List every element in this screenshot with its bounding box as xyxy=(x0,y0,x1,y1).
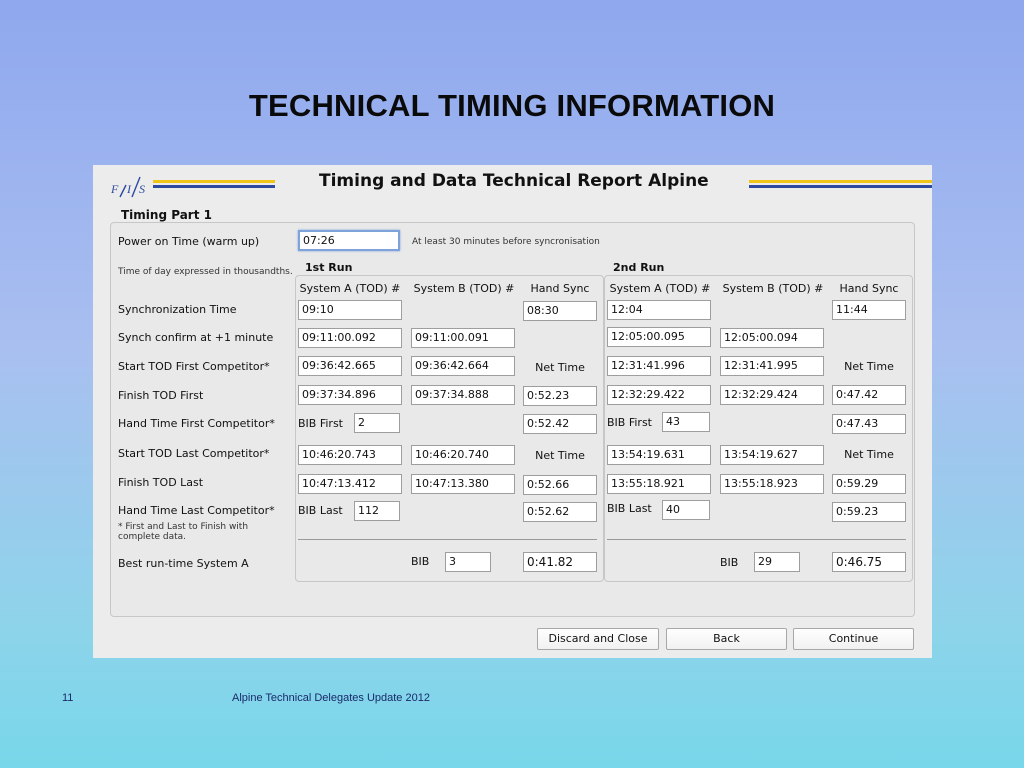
header-stripe-blue-left xyxy=(153,185,275,188)
run2-bib-first-label: BIB First xyxy=(607,416,652,429)
run2-finish-first-b[interactable]: 12:32:29.424 xyxy=(720,385,824,405)
run2-best-bib[interactable]: 29 xyxy=(754,552,800,572)
run2-finish-last-a[interactable]: 13:55:18.921 xyxy=(607,474,711,494)
run2-confirm-b[interactable]: 12:05:00.094 xyxy=(720,328,824,348)
header-stripe-yellow-right xyxy=(749,180,932,183)
run1-start-first-a[interactable]: 09:36:42.665 xyxy=(298,356,402,376)
run2-hand-first[interactable]: 0:47.43 xyxy=(832,414,906,434)
run2-bib-label: BIB xyxy=(720,556,739,569)
run2-col-a: System A (TOD) # xyxy=(609,282,711,295)
run2-start-last-a[interactable]: 13:54:19.631 xyxy=(607,445,711,465)
run2-best-time[interactable]: 0:46.75 xyxy=(832,552,906,572)
run2-finish-last-b[interactable]: 13:55:18.923 xyxy=(720,474,824,494)
run2-net-time-label-1: Net Time xyxy=(844,360,894,373)
run2-col-b: System B (TOD) # xyxy=(722,282,824,295)
run2-title: 2nd Run xyxy=(613,261,665,274)
header-stripe-blue-right xyxy=(749,185,932,188)
svg-text:S: S xyxy=(139,182,145,196)
row-label-sync-time: Synchronization Time xyxy=(118,303,237,316)
svg-text:F: F xyxy=(111,182,119,196)
slide-title: TECHNICAL TIMING INFORMATION xyxy=(248,88,776,123)
run1-bib-first[interactable]: 2 xyxy=(354,413,400,433)
fis-logo xyxy=(111,173,149,201)
run1-confirm-a[interactable]: 09:11:00.092 xyxy=(298,328,402,348)
back-button[interactable]: Back xyxy=(666,628,787,650)
run1-col-hand: Hand Sync xyxy=(530,282,590,295)
row-label-start-first: Start TOD First Competitor* xyxy=(118,360,270,373)
slide-footer-text: Alpine Technical Delegates Update 2012 xyxy=(232,692,430,704)
run2-finish-first-a[interactable]: 12:32:29.422 xyxy=(607,385,711,405)
discard-and-close-button[interactable]: Discard and Close xyxy=(537,628,659,650)
run1-finish-first-a[interactable]: 09:37:34.896 xyxy=(298,385,402,405)
run2-start-first-b[interactable]: 12:31:41.995 xyxy=(720,356,824,376)
row-label-hand-first: Hand Time First Competitor* xyxy=(118,417,275,430)
run1-net-first[interactable]: 0:52.23 xyxy=(523,386,597,406)
section-title: Timing Part 1 xyxy=(121,208,212,222)
run1-finish-last-b[interactable]: 10:47:13.380 xyxy=(411,474,515,494)
row-label-start-last: Start TOD Last Competitor* xyxy=(118,447,270,460)
tod-note: Time of day expressed in thousandths. xyxy=(118,267,293,277)
row-footnote: * First and Last to Finish with complete data. xyxy=(118,522,249,542)
run2-confirm-a[interactable]: 12:05:00.095 xyxy=(607,327,711,347)
run1-net-time-label-2: Net Time xyxy=(535,449,585,462)
run1-start-first-b[interactable]: 09:36:42.664 xyxy=(411,356,515,376)
svg-text:I: I xyxy=(127,182,131,196)
report-window xyxy=(93,165,932,658)
run2-bib-last[interactable]: 40 xyxy=(662,500,710,520)
continue-button[interactable]: Continue xyxy=(793,628,914,650)
run2-bib-first[interactable]: 43 xyxy=(662,412,710,432)
row-label-sync-confirm: Synch confirm at +1 minute xyxy=(118,331,274,344)
run2-net-time-label-2: Net Time xyxy=(844,448,894,461)
run1-best-time[interactable]: 0:41.82 xyxy=(523,552,597,572)
run1-sync-hand[interactable]: 08:30 xyxy=(523,301,597,321)
row-label-finish-last: Finish TOD Last xyxy=(118,476,204,489)
row-label-hand-last: Hand Time Last Competitor* xyxy=(118,504,275,517)
row-label-best-run: Best run-time System A xyxy=(118,557,249,570)
run1-bib-last-label: BIB Last xyxy=(298,504,343,517)
run1-col-b: System B (TOD) # xyxy=(413,282,515,295)
run1-finish-last-a[interactable]: 10:47:13.412 xyxy=(298,474,402,494)
run1-hand-first[interactable]: 0:52.42 xyxy=(523,414,597,434)
run1-bib-first-label: BIB First xyxy=(298,417,343,430)
window-title: Timing and Data Technical Report Alpine xyxy=(319,171,709,191)
run1-hand-last[interactable]: 0:52.62 xyxy=(523,502,597,522)
run1-start-last-a[interactable]: 10:46:20.743 xyxy=(298,445,402,465)
run2-bib-last-label: BIB Last xyxy=(607,502,652,515)
row-label-finish-first: Finish TOD First xyxy=(118,389,204,402)
run2-start-last-b[interactable]: 13:54:19.627 xyxy=(720,445,824,465)
run1-finish-first-b[interactable]: 09:37:34.888 xyxy=(411,385,515,405)
run1-sync-a[interactable]: 09:10 xyxy=(298,300,402,320)
run2-divider xyxy=(607,539,906,540)
run1-start-last-b[interactable]: 10:46:20.740 xyxy=(411,445,515,465)
slide-page-number: 11 xyxy=(62,692,74,704)
power-on-label: Power on Time (warm up) xyxy=(118,235,260,248)
run2-net-first[interactable]: 0:47.42 xyxy=(832,385,906,405)
run1-col-a: System A (TOD) # xyxy=(299,282,401,295)
power-on-hint: At least 30 minutes before syncronisation xyxy=(412,237,600,247)
run1-confirm-b[interactable]: 09:11:00.091 xyxy=(411,328,515,348)
run1-title: 1st Run xyxy=(305,261,353,274)
run1-divider xyxy=(298,539,597,540)
run2-col-hand: Hand Sync xyxy=(839,282,899,295)
run2-sync-hand[interactable]: 11:44 xyxy=(832,300,906,320)
power-on-field[interactable]: 07:26 xyxy=(298,230,400,251)
run1-net-last[interactable]: 0:52.66 xyxy=(523,475,597,495)
run2-sync-a[interactable]: 12:04 xyxy=(607,300,711,320)
run1-best-bib[interactable]: 3 xyxy=(445,552,491,572)
run2-start-first-a[interactable]: 12:31:41.996 xyxy=(607,356,711,376)
run1-bib-last[interactable]: 112 xyxy=(354,501,400,521)
run1-bib-label: BIB xyxy=(411,555,430,568)
run1-net-time-label-1: Net Time xyxy=(535,361,585,374)
header-stripe-yellow-left xyxy=(153,180,275,183)
run2-hand-last[interactable]: 0:59.23 xyxy=(832,502,906,522)
run2-net-last[interactable]: 0:59.29 xyxy=(832,474,906,494)
